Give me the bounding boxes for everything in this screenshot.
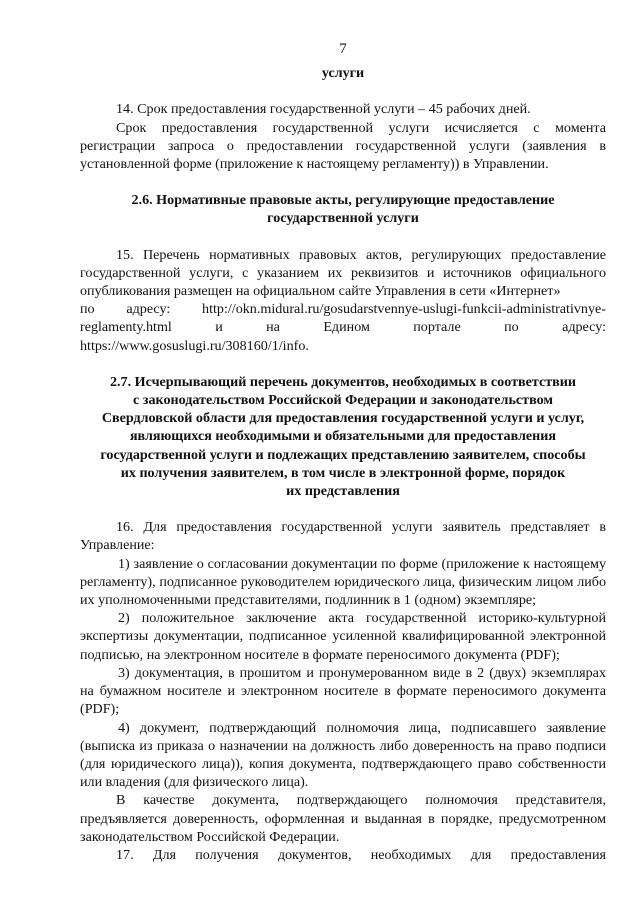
item-16-intro: 16. Для предоставления государственной услуги заявитель представляет в Управление: — [80, 519, 606, 554]
section-2-7-title-line: 2.7. Исчерпывающий перечень документов, необходимых в соответствии — [109, 373, 577, 390]
representative-note: В качестве документа, подтверждающего полномочия представителя, предъявляется доверенность, оформленная и выданная в порядке, предусмотренном законодательством Российской Федерации. — [80, 792, 606, 845]
url-word: портале — [413, 319, 461, 336]
top-fragment: услуги — [321, 65, 365, 82]
url-word: по — [504, 319, 519, 336]
url-word: адресу: — [562, 319, 606, 336]
section-2-7-title — [80, 373, 606, 500]
list-item: 1) заявление о согласовании документации по форме (приложение к настоящему регламенту), подписанное руководителем юридического лица, физическим лицом либо их уполномоченными представителями, подлинник в 1 (одном) экземпляре; — [80, 555, 606, 609]
section-2-7-title-line: Свердловской области для предоставления государственной услуги и услуг, — [101, 410, 585, 427]
section-2-6-title — [80, 191, 606, 227]
item-17-start: 17. Для получения документов, необходимых для предоставления — [116, 846, 606, 863]
section-2-7-title-line: являющихся необходимыми и обязательными для предоставления — [129, 428, 557, 445]
item-15-text: 15. Перечень нормативных правовых актов, регулирующих предоставление государственной услуги, с указанием их реквизитов и источников официального опубликования размещен на официальном сайте Управления в сети «Интернет» — [80, 246, 606, 300]
section-2-7-title-line: их представления — [286, 483, 400, 500]
url-word: Едином — [323, 319, 370, 336]
url-word: на — [266, 319, 280, 336]
section-2-7-title-line: их получения заявителем, в том числе в электронной форме, порядок — [120, 464, 566, 481]
gosuslugi-link[interactable]: https://www.gosuslugi.ru/308160/1/info. — [80, 337, 309, 354]
section-2-6-title-line2: государственной услуги — [267, 210, 419, 227]
item-14-term: 14. Срок предоставления государственной услуги – 45 рабочих дней. — [116, 101, 531, 118]
item-15-url-line — [80, 300, 606, 318]
list-item: 3) документация, в прошитом и пронумерованном виде в 2 (двух) экземплярах на бумажном носителе и электронном носителе в формате переносимого документа (PDF); — [80, 664, 606, 718]
list-item: 2) положительное заключение акта государственной историко-культурной экспертизы документации, подписанное усиленной квалифицированной электронной подписью, на электронном носителе в формате переносимого документа (PDF); — [80, 610, 606, 663]
url-word: и — [215, 319, 223, 336]
section-2-7-title-line: с законодательством Российской Федерации и законодательством — [133, 392, 553, 409]
url-link-end[interactable]: reglamenty.html — [80, 319, 172, 336]
url-link[interactable]: http://okn.midural.ru/gosudarstvennye-uslugi-funkcii-administrativnye- — [202, 301, 606, 318]
url-word: адресу: — [126, 301, 171, 318]
section-2-6-title-line1: 2.6. Нормативные правовые акты, регулирующие предоставление — [131, 192, 555, 209]
list-item: 4) документ, подтверждающий полномочия лица, подписавшего заявление (выписка из приказа о назначении на должность либо доверенность на право подписи (для юридического лица)), копия документа, подтверждающего право собственности или владения (для физического лица). — [80, 719, 606, 791]
url-word: по — [80, 301, 95, 318]
page-number: 7 — [339, 41, 347, 57]
item-14-calculation: Срок предоставления государственной услуги исчисляется с момента регистрации запроса о предоставлении государственной услуги (заявления в установленной форме (приложение к настоящему регламенту)) в Управлении. — [80, 119, 606, 173]
section-2-7-title-line: государственной услуги и подлежащих представлению заявителем, способы — [100, 446, 586, 463]
item-15-url-line2 — [80, 318, 606, 336]
